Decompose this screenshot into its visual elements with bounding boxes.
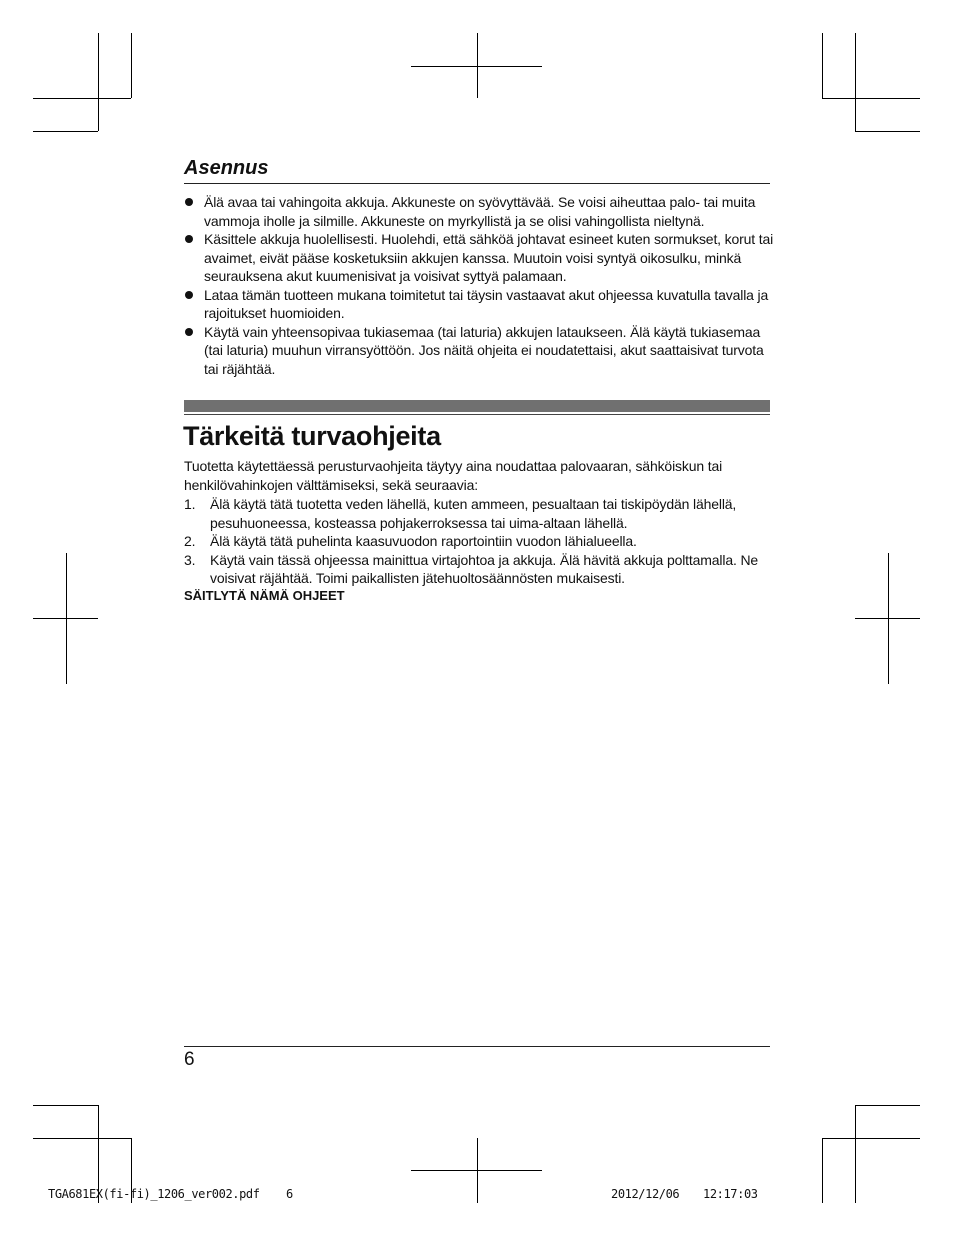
item-number: 2. — [184, 533, 196, 549]
item-text: Käytä vain tässä ohjeessa mainittua virtajohtoa ja akkuja. Älä hävitä akkuja polttamalla. Ne voisivat räjähtää. Toimi paikallisten jätehuoltosäännösten mukaisesti. — [210, 551, 759, 586]
list-item — [184, 551, 774, 588]
list-item — [184, 230, 774, 286]
battery-bullet-list — [184, 193, 774, 378]
list-item — [184, 532, 774, 551]
item-number: 3. — [184, 551, 196, 568]
print-time: 12:17:03 — [703, 1187, 758, 1201]
list-item — [184, 323, 774, 379]
bullet-text: Käsittele akkuja huolellisesti. Huolehdi, että sähköä johtavat esineet kuten sormukset, korut tai avaimet, eivät pääse kosketuksiin akkujen kanssa. Muutoin voisi syntyä oikosulku, minkä seurauksena akut kuumenisivat ja voisivat syttyä palamaan. — [204, 231, 774, 284]
list-item — [184, 193, 774, 230]
section-heading: Asennus — [184, 156, 770, 184]
bullet-text: Lataa tämän tuotteen mukana toimitetut tai täysin vastaavat akut ohjeessa kuvatulla tavalla ja rajoitukset huomioiden. — [204, 286, 769, 321]
footer-divider — [184, 1046, 770, 1047]
bullet-icon — [185, 198, 193, 206]
title-bar — [184, 400, 770, 412]
bullet-text: Älä avaa tai vahingoita akkuja. Akkuneste on syövyttävää. Se voisi aiheuttaa palo- tai muita vammoja iholle ja silmille. Akkuneste on myrkyllistä ja se olisi vahingollista nieltynä. — [204, 194, 756, 229]
print-sheet-number: 6 — [286, 1187, 293, 1201]
bullet-icon — [185, 291, 193, 299]
save-instructions-note: SÄITLYTÄ NÄMÄ OHJEET — [184, 588, 345, 603]
bullet-icon — [185, 328, 193, 336]
bullet-text: Käytä vain yhteensopivaa tukiasemaa (tai laturia) akkujen lataukseen. Älä käytä tukiasemaa (tai laturia) muuhun virransyöttöön. Jos näitä ohjeita ei noudatettaisi, akut saattaisivat turvota tai räjähtää. — [204, 323, 764, 377]
safety-intro: Tuotetta käytettäessä perusturvaohjeita täytyy aina noudattaa palovaaran, sähköiskun tai henkilövahinkojen välttämiseksi, sekä seuraavia: — [184, 458, 723, 493]
page-title: Tärkeitä turvaohjeita — [183, 421, 441, 451]
title-divider — [184, 414, 770, 415]
print-date: 2012/12/06 — [611, 1187, 680, 1201]
list-item — [184, 495, 774, 532]
item-text: Älä käytä tätä puhelinta kaasuvuodon raportointiin vuodon lähialueella. — [210, 533, 637, 549]
bullet-icon — [185, 235, 193, 243]
item-text: Älä käytä tätä tuotetta veden lähellä, kuten ammeen, pesualtaan tai tiskipöydän lähellä, pesuhuoneessa, kosteassa pohjakerroksessa tai uima-altaan lähellä. — [210, 496, 737, 531]
print-file-name: TGA681EX(fi-fi)_1206_ver002.pdf — [48, 1187, 260, 1201]
list-item — [184, 286, 774, 323]
safety-numbered-list — [184, 495, 774, 588]
page-number: 6 — [184, 1049, 195, 1070]
item-number: 1. — [184, 496, 196, 512]
